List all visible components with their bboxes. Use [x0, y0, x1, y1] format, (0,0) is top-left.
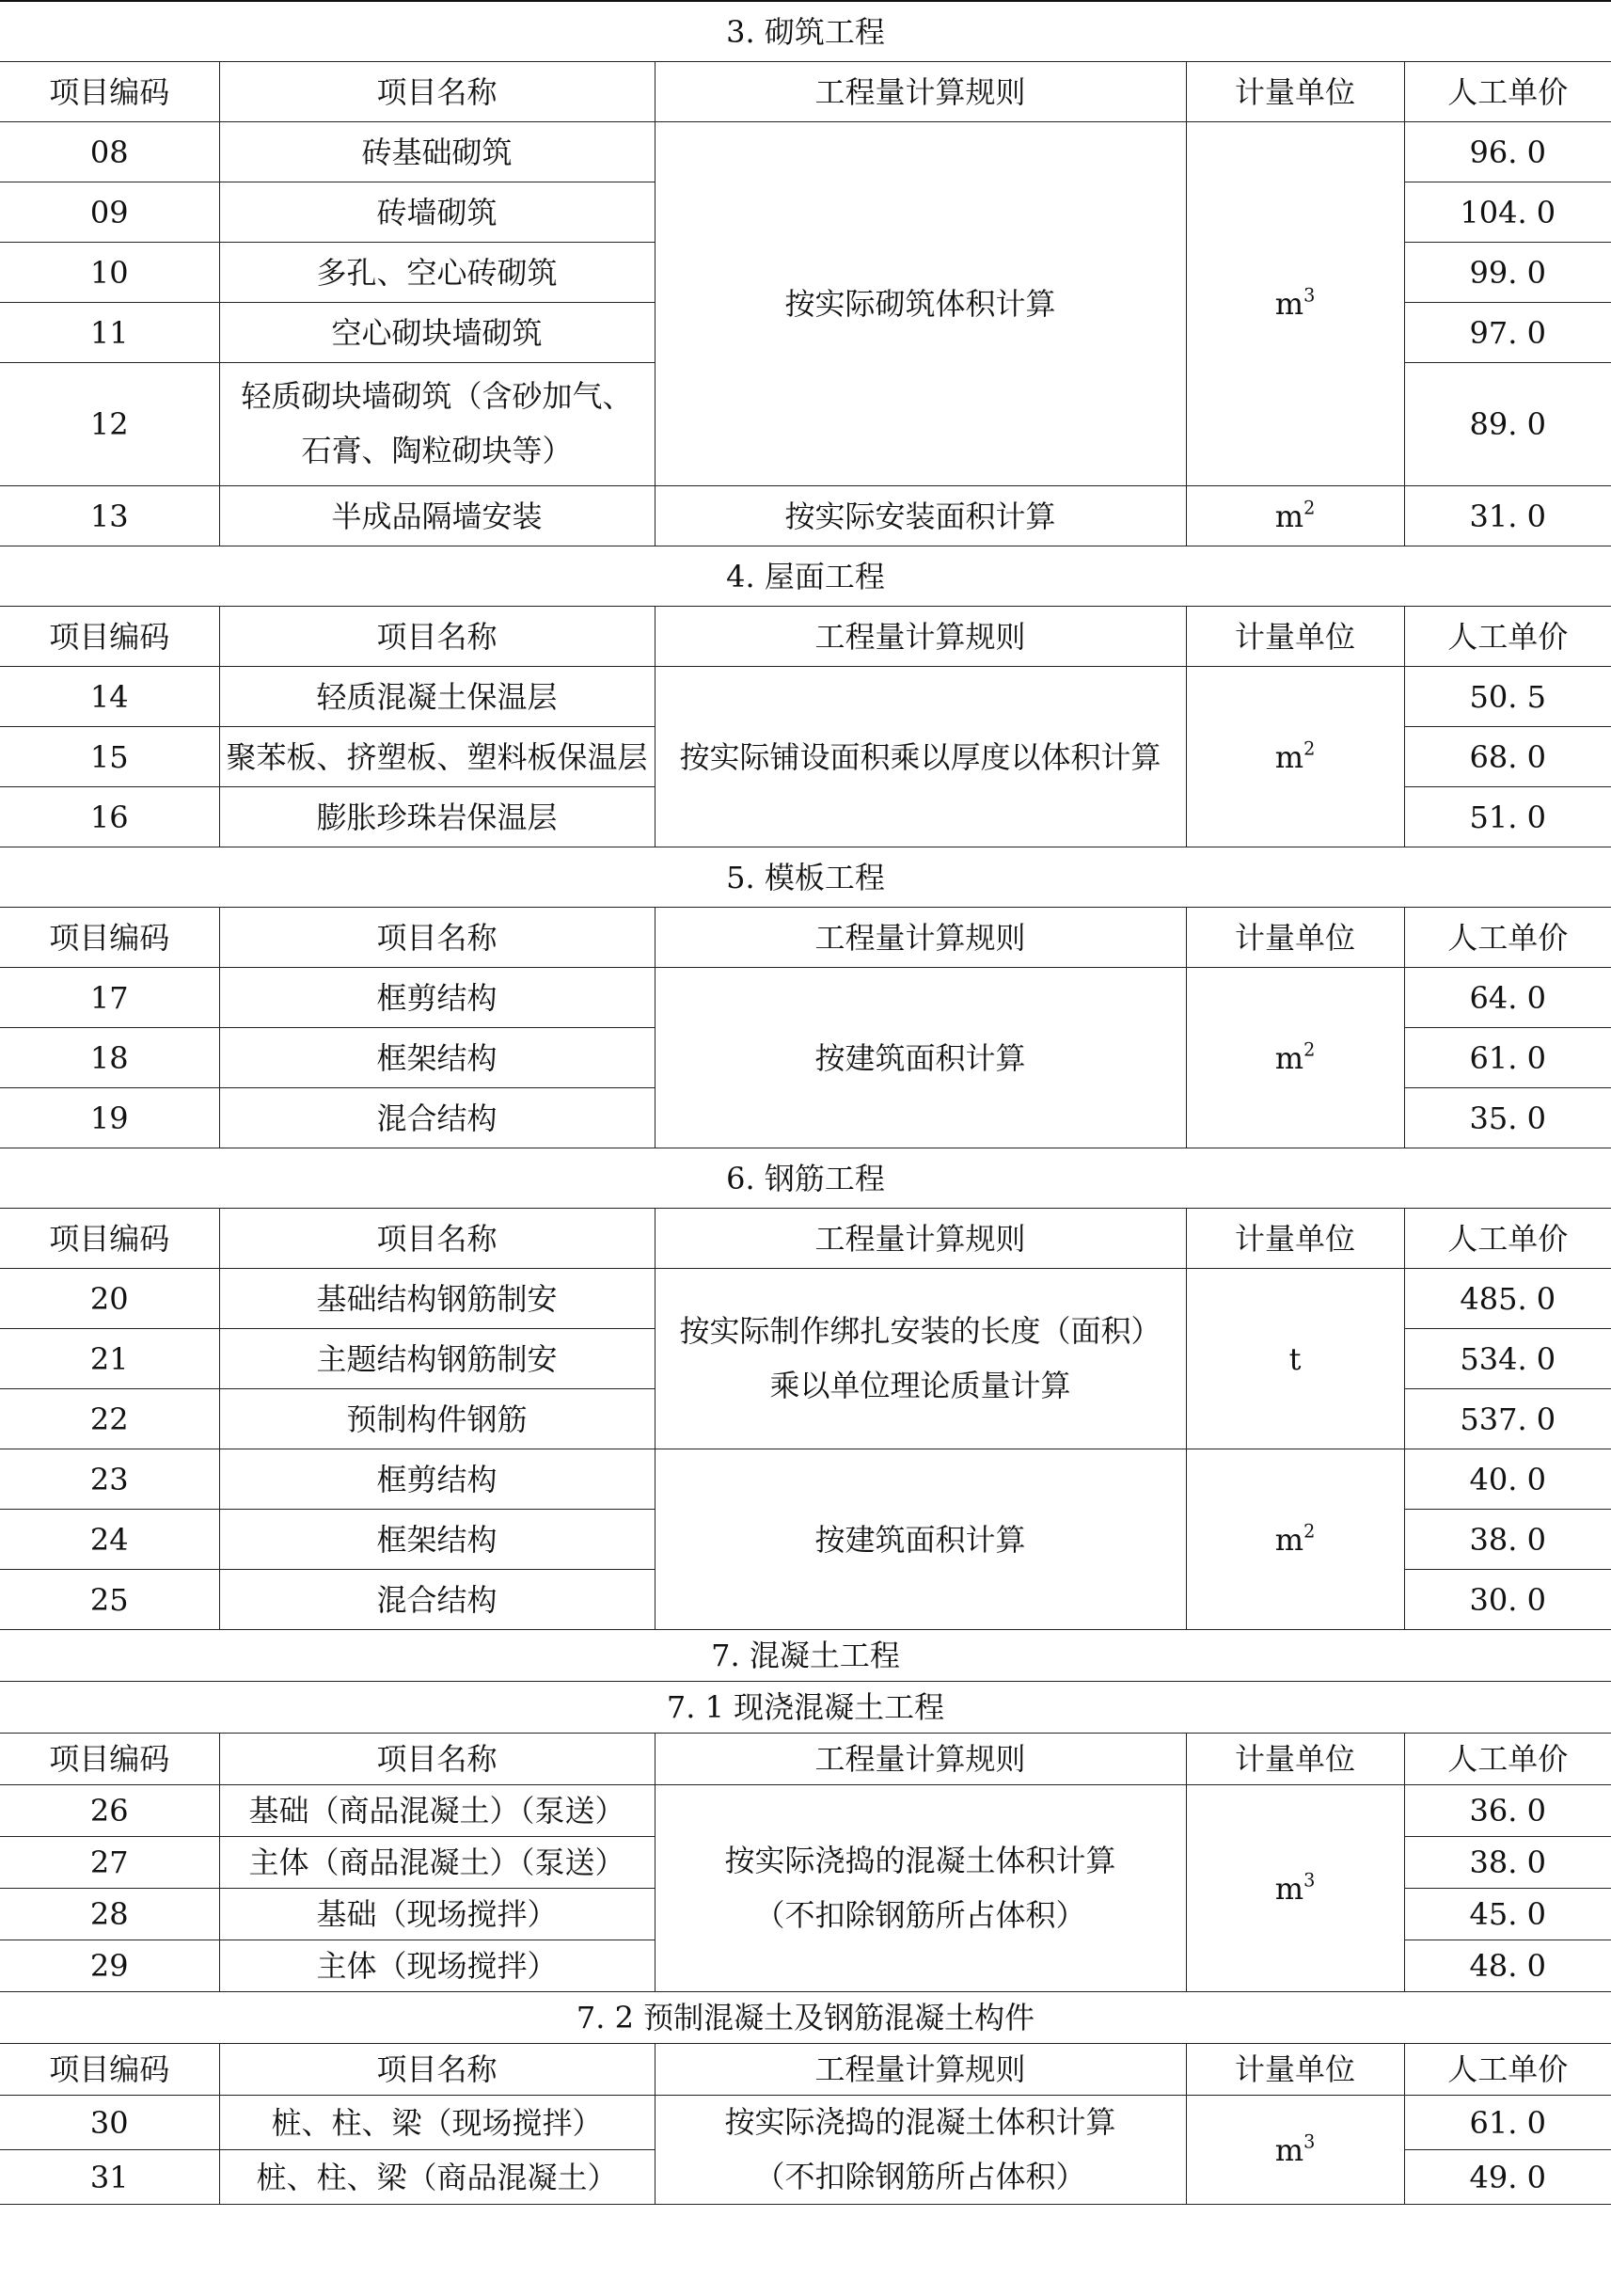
item-name: 主体（现场搅拌）: [219, 1940, 655, 1992]
unit-cell: [1186, 968, 1404, 1148]
header-price: 人工单价: [1404, 1734, 1611, 1785]
table-row: [0, 1785, 1611, 1837]
header-rule: 工程量计算规则: [655, 2044, 1186, 2096]
calc-rule: [655, 1269, 1186, 1449]
header-code: 项目编码: [0, 607, 219, 667]
unit-base: m: [1274, 1870, 1304, 1907]
item-name: 轻质混凝土保温层: [219, 667, 655, 727]
calc-rule: 按建筑面积计算: [655, 1449, 1186, 1630]
header-row: [0, 1209, 1611, 1269]
labor-price: 35. 0: [1404, 1088, 1611, 1148]
calc-rule: 按建筑面积计算: [655, 968, 1186, 1148]
item-name: [219, 363, 655, 486]
table-row: [0, 1269, 1611, 1329]
unit-base: m: [1274, 1521, 1304, 1558]
item-code: 11: [0, 303, 219, 363]
labor-price: 48. 0: [1404, 1940, 1611, 1992]
item-name: 混合结构: [219, 1570, 655, 1630]
item-code: 12: [0, 363, 219, 486]
unit-exponent: 3: [1303, 2130, 1316, 2153]
item-name: 聚苯板、挤塑板、塑料板保温层: [219, 727, 655, 787]
header-code: 项目编码: [0, 1209, 219, 1269]
table-row: [0, 2096, 1611, 2150]
header-price: 人工单价: [1404, 607, 1611, 667]
item-name: 框剪结构: [219, 1449, 655, 1510]
labor-price: 97. 0: [1404, 303, 1611, 363]
item-name: 主题结构钢筋制安: [219, 1329, 655, 1389]
item-code: 20: [0, 1269, 219, 1329]
item-name: 主体（商品混凝土）（泵送）: [219, 1837, 655, 1889]
item-name: 桩、柱、梁（商品混凝土）: [219, 2150, 655, 2205]
unit-base: m: [1274, 1039, 1304, 1076]
header-row: [0, 2044, 1611, 2096]
item-name: 半成品隔墙安装: [219, 486, 655, 546]
labor-price: 50. 5: [1404, 667, 1611, 727]
unit-exponent: 2: [1303, 497, 1316, 519]
header-unit: 计量单位: [1186, 607, 1404, 667]
item-code: 19: [0, 1088, 219, 1148]
unit-base: m: [1274, 498, 1304, 534]
item-name: 框架结构: [219, 1028, 655, 1088]
labor-price: 89. 0: [1404, 363, 1611, 486]
table-row: [0, 486, 1611, 546]
calc-rule: 按实际砌筑体积计算: [655, 122, 1186, 486]
item-code: 14: [0, 667, 219, 727]
labor-price: 61. 0: [1404, 2096, 1611, 2150]
item-code: 26: [0, 1785, 219, 1837]
header-code: 项目编码: [0, 908, 219, 968]
table-row: [0, 1449, 1611, 1510]
header-unit: 计量单位: [1186, 62, 1404, 122]
header-unit: 计量单位: [1186, 2044, 1404, 2096]
section-title: 3. 砌筑工程: [0, 1, 1611, 62]
item-code: 18: [0, 1028, 219, 1088]
calc-rule-line2: （不扣除钢筋所占体积）: [754, 2158, 1086, 2194]
header-price: 人工单价: [1404, 2044, 1611, 2096]
unit-cell: t: [1186, 1269, 1404, 1449]
header-price: 人工单价: [1404, 62, 1611, 122]
table-row: [0, 122, 1611, 182]
unit-cell: [1186, 1785, 1404, 1992]
item-code: 30: [0, 2096, 219, 2150]
section-title: 5. 模板工程: [0, 847, 1611, 908]
unit-exponent: 2: [1303, 737, 1316, 760]
item-code: 28: [0, 1889, 219, 1940]
section-title-row: [0, 847, 1611, 908]
unit-cell: [1186, 122, 1404, 486]
header-name: 项目名称: [219, 62, 655, 122]
header-row: [0, 908, 1611, 968]
header-price: 人工单价: [1404, 908, 1611, 968]
header-code: 项目编码: [0, 1734, 219, 1785]
unit-cell: [1186, 1449, 1404, 1630]
item-name: 框架结构: [219, 1510, 655, 1570]
unit-cell: [1186, 2096, 1404, 2205]
item-name: 砖基础砌筑: [219, 122, 655, 182]
header-row: [0, 62, 1611, 122]
item-code: 09: [0, 182, 219, 243]
item-name: 空心砌块墙砌筑: [219, 303, 655, 363]
item-name: 基础（商品混凝土）（泵送）: [219, 1785, 655, 1837]
labor-price: 51. 0: [1404, 787, 1611, 847]
header-row: [0, 607, 1611, 667]
labor-price: 38. 0: [1404, 1510, 1611, 1570]
labor-price: 96. 0: [1404, 122, 1611, 182]
subsection-title: 7. 2 预制混凝土及钢筋混凝土构件: [0, 1992, 1611, 2044]
subsection-title-row: [0, 1682, 1611, 1734]
header-name: 项目名称: [219, 1209, 655, 1269]
unit-cell: [1186, 667, 1404, 847]
header-price: 人工单价: [1404, 1209, 1611, 1269]
item-code: 10: [0, 243, 219, 303]
item-code: 31: [0, 2150, 219, 2205]
header-name: 项目名称: [219, 1734, 655, 1785]
item-name: 砖墙砌筑: [219, 182, 655, 243]
item-name-line1: 轻质砌块墙砌筑（含砂加气、: [241, 378, 633, 415]
item-name: 预制构件钢筋: [219, 1389, 655, 1449]
item-code: 17: [0, 968, 219, 1028]
header-unit: 计量单位: [1186, 1209, 1404, 1269]
labor-price: 38. 0: [1404, 1837, 1611, 1889]
header-name: 项目名称: [219, 2044, 655, 2096]
header-row: [0, 1734, 1611, 1785]
calc-rule-line2: 乘以单位理论质量计算: [769, 1367, 1071, 1403]
labor-price: 31. 0: [1404, 486, 1611, 546]
header-unit: 计量单位: [1186, 908, 1404, 968]
item-code: 15: [0, 727, 219, 787]
labor-price: 68. 0: [1404, 727, 1611, 787]
unit-exponent: 2: [1303, 1520, 1316, 1543]
calc-rule: 按实际铺设面积乘以厚度以体积计算: [655, 667, 1186, 847]
labor-price: 99. 0: [1404, 243, 1611, 303]
labor-price: 104. 0: [1404, 182, 1611, 243]
labor-price: 534. 0: [1404, 1329, 1611, 1389]
header-rule: 工程量计算规则: [655, 607, 1186, 667]
labor-price: 30. 0: [1404, 1570, 1611, 1630]
section-title-row: [0, 1148, 1611, 1209]
section-title-row: [0, 1, 1611, 62]
item-code: 23: [0, 1449, 219, 1510]
labor-price: 64. 0: [1404, 968, 1611, 1028]
labor-price: 36. 0: [1404, 1785, 1611, 1837]
subsection-title: 7. 1 现浇混凝土工程: [0, 1682, 1611, 1734]
labor-price: 537. 0: [1404, 1389, 1611, 1449]
header-rule: 工程量计算规则: [655, 1209, 1186, 1269]
calc-rule: 按实际安装面积计算: [655, 486, 1186, 546]
subsection-title-row: [0, 1992, 1611, 2044]
item-name: 框剪结构: [219, 968, 655, 1028]
item-name-line2: 石膏、陶粒砌块等）: [301, 433, 573, 468]
item-name: 多孔、空心砖砌筑: [219, 243, 655, 303]
calc-rule-line2: （不扣除钢筋所占体积）: [754, 1896, 1086, 1933]
unit-exponent: 3: [1303, 1869, 1316, 1892]
item-code: 27: [0, 1837, 219, 1889]
unit-exponent: 3: [1303, 284, 1316, 307]
header-rule: 工程量计算规则: [655, 908, 1186, 968]
calc-rule: [655, 2096, 1186, 2205]
header-rule: 工程量计算规则: [655, 62, 1186, 122]
item-code: 29: [0, 1940, 219, 1992]
section-title: 4. 屋面工程: [0, 546, 1611, 607]
section-title-row: [0, 1630, 1611, 1682]
unit-exponent: 2: [1303, 1038, 1316, 1061]
unit-base: m: [1274, 738, 1304, 775]
labor-price: 485. 0: [1404, 1269, 1611, 1329]
item-name: 基础结构钢筋制安: [219, 1269, 655, 1329]
section-title: 6. 钢筋工程: [0, 1148, 1611, 1209]
section-title-row: [0, 546, 1611, 607]
header-name: 项目名称: [219, 908, 655, 968]
table-row: [0, 667, 1611, 727]
item-code: 08: [0, 122, 219, 182]
item-code: 13: [0, 486, 219, 546]
header-code: 项目编码: [0, 62, 219, 122]
item-code: 25: [0, 1570, 219, 1630]
labor-price: 40. 0: [1404, 1449, 1611, 1510]
section-title: 7. 混凝土工程: [0, 1630, 1611, 1682]
item-code: 16: [0, 787, 219, 847]
calc-rule-line1: 按实际浇捣的混凝土体积计算: [724, 2104, 1116, 2140]
calc-rule-line1: 按实际制作绑扎安装的长度（面积）: [679, 1312, 1161, 1349]
unit-cell: [1186, 486, 1404, 546]
unit-base: m: [1274, 286, 1304, 322]
item-name: 混合结构: [219, 1088, 655, 1148]
item-code: 24: [0, 1510, 219, 1570]
labor-price: 61. 0: [1404, 1028, 1611, 1088]
header-code: 项目编码: [0, 2044, 219, 2096]
calc-rule: [655, 1785, 1186, 1992]
item-name: 基础（现场搅拌）: [219, 1889, 655, 1940]
item-code: 22: [0, 1389, 219, 1449]
labor-price: 45. 0: [1404, 1889, 1611, 1940]
table-row: [0, 968, 1611, 1028]
header-unit: 计量单位: [1186, 1734, 1404, 1785]
item-name: 膨胀珍珠岩保温层: [219, 787, 655, 847]
unit-base: m: [1274, 2131, 1304, 2168]
calc-rule-line1: 按实际浇捣的混凝土体积计算: [724, 1842, 1116, 1878]
header-name: 项目名称: [219, 607, 655, 667]
item-code: 21: [0, 1329, 219, 1389]
labor-price: 49. 0: [1404, 2150, 1611, 2205]
item-name: 桩、柱、梁（现场搅拌）: [219, 2096, 655, 2150]
header-rule: 工程量计算规则: [655, 1734, 1186, 1785]
